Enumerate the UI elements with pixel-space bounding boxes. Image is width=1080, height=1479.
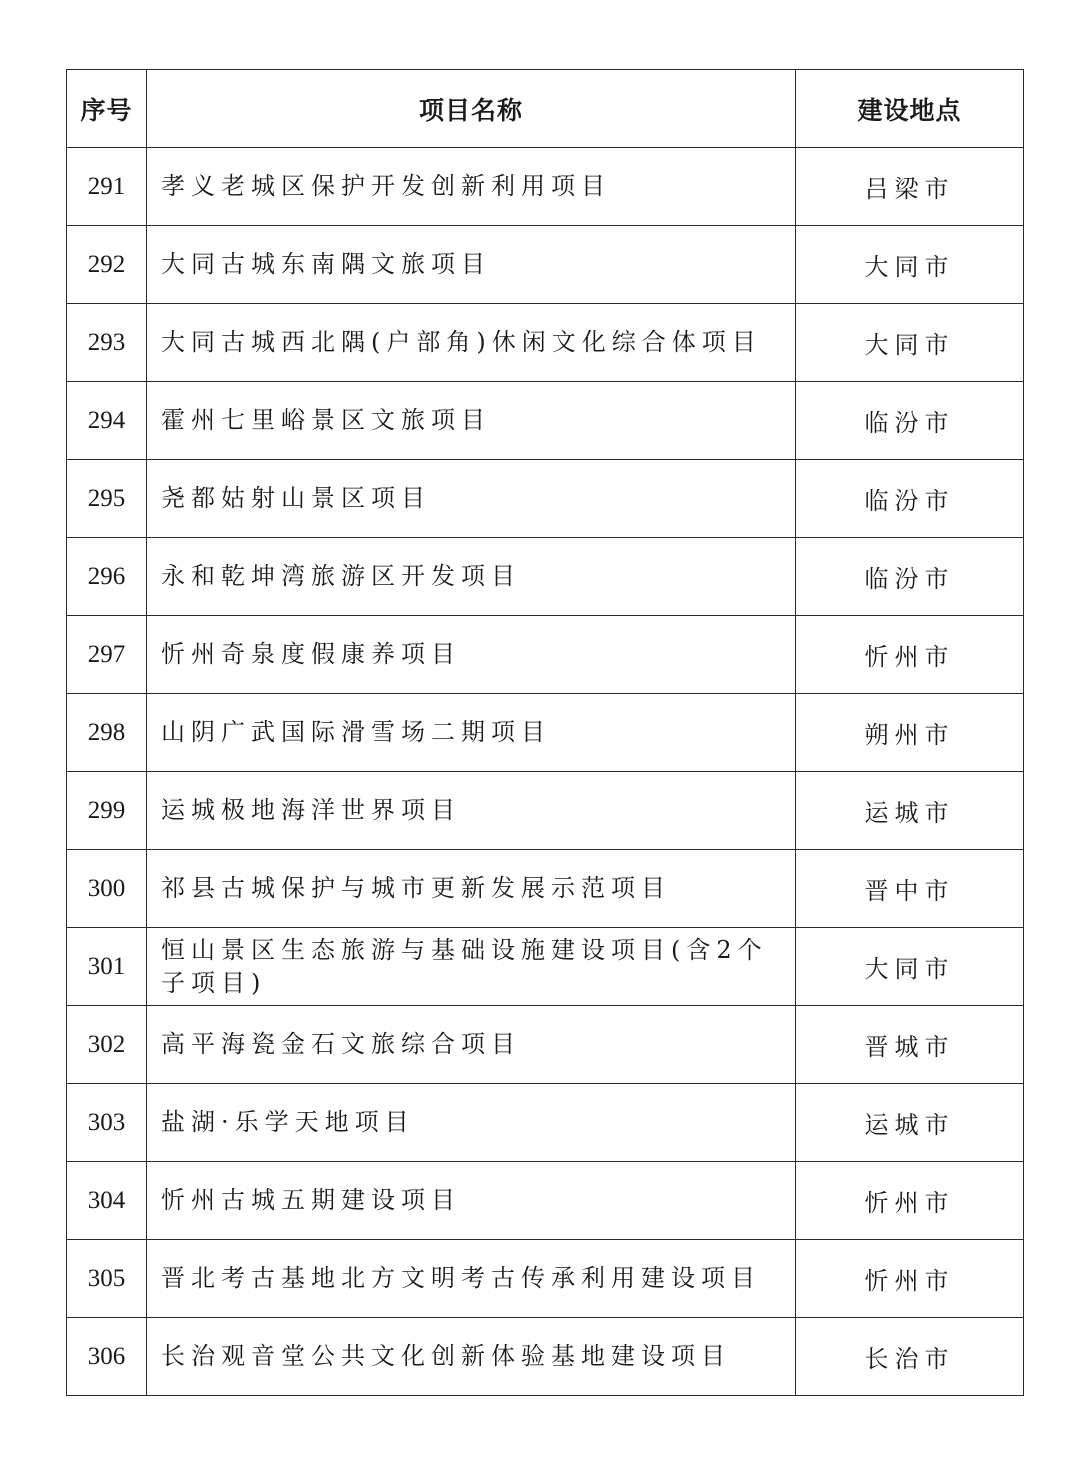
- location-cell: 临汾市: [796, 460, 1024, 538]
- project-name-cell: 晋北考古基地北方文明考古传承利用建设项目: [147, 1240, 796, 1318]
- project-name-cell: 忻州古城五期建设项目: [147, 1162, 796, 1240]
- project-name-cell: 孝义老城区保护开发创新利用项目: [147, 148, 796, 226]
- header-project-name: 项目名称: [147, 70, 796, 148]
- location-cell: 长治市: [796, 1318, 1024, 1396]
- location-cell: 大同市: [796, 226, 1024, 304]
- serial-number-cell: 298: [67, 694, 147, 772]
- table-row: [67, 1084, 1024, 1162]
- project-name-cell: 祁县古城保护与城市更新发展示范项目: [147, 850, 796, 928]
- serial-number-cell: 302: [67, 1006, 147, 1084]
- table-row: [67, 928, 1024, 1006]
- serial-number-cell: 291: [67, 148, 147, 226]
- project-name-cell: 高平海瓷金石文旅综合项目: [147, 1006, 796, 1084]
- location-cell: 朔州市: [796, 694, 1024, 772]
- serial-number-cell: 297: [67, 616, 147, 694]
- serial-number-cell: 304: [67, 1162, 147, 1240]
- location-cell: 忻州市: [796, 1240, 1024, 1318]
- project-table: [66, 69, 1024, 1396]
- table-row: [67, 694, 1024, 772]
- location-cell: 运城市: [796, 772, 1024, 850]
- serial-number-cell: 294: [67, 382, 147, 460]
- serial-number-cell: 293: [67, 304, 147, 382]
- project-name-cell: 长治观音堂公共文化创新体验基地建设项目: [147, 1318, 796, 1396]
- location-cell: 临汾市: [796, 382, 1024, 460]
- location-cell: 大同市: [796, 928, 1024, 1006]
- serial-number-cell: 305: [67, 1240, 147, 1318]
- table-row: [67, 1006, 1024, 1084]
- table-row: [67, 538, 1024, 616]
- location-cell: 忻州市: [796, 616, 1024, 694]
- serial-number-cell: 296: [67, 538, 147, 616]
- table-row: [67, 460, 1024, 538]
- location-cell: 大同市: [796, 304, 1024, 382]
- project-name-cell: 忻州奇泉度假康养项目: [147, 616, 796, 694]
- project-name-cell: 永和乾坤湾旅游区开发项目: [147, 538, 796, 616]
- table-row: [67, 304, 1024, 382]
- serial-number-cell: 295: [67, 460, 147, 538]
- project-name-cell: 盐湖·乐学天地项目: [147, 1084, 796, 1162]
- project-name-cell: 恒山景区生态旅游与基础设施建设项目(含2个子项目): [147, 928, 796, 1006]
- location-cell: 吕梁市: [796, 148, 1024, 226]
- header-serial-number: 序号: [67, 70, 147, 148]
- serial-number-cell: 303: [67, 1084, 147, 1162]
- table-row: [67, 1318, 1024, 1396]
- location-cell: 临汾市: [796, 538, 1024, 616]
- header-location: 建设地点: [796, 70, 1024, 148]
- table-row: [67, 148, 1024, 226]
- project-name-cell: 运城极地海洋世界项目: [147, 772, 796, 850]
- project-name-cell: 大同古城西北隅(户部角)休闲文化综合体项目: [147, 304, 796, 382]
- table-row: [67, 850, 1024, 928]
- serial-number-cell: 301: [67, 928, 147, 1006]
- location-cell: 晋中市: [796, 850, 1024, 928]
- serial-number-cell: 300: [67, 850, 147, 928]
- table-row: [67, 616, 1024, 694]
- table-row: [67, 772, 1024, 850]
- serial-number-cell: 306: [67, 1318, 147, 1396]
- table-row: [67, 1162, 1024, 1240]
- location-cell: 忻州市: [796, 1162, 1024, 1240]
- location-cell: 晋城市: [796, 1006, 1024, 1084]
- location-cell: 运城市: [796, 1084, 1024, 1162]
- project-name-cell: 山阴广武国际滑雪场二期项目: [147, 694, 796, 772]
- serial-number-cell: 299: [67, 772, 147, 850]
- project-name-cell: 尧都姑射山景区项目: [147, 460, 796, 538]
- project-name-cell: 大同古城东南隅文旅项目: [147, 226, 796, 304]
- table-row: [67, 1240, 1024, 1318]
- table-row: [67, 226, 1024, 304]
- header-row: [67, 70, 1024, 148]
- serial-number-cell: 292: [67, 226, 147, 304]
- project-name-cell: 霍州七里峪景区文旅项目: [147, 382, 796, 460]
- table-row: [67, 382, 1024, 460]
